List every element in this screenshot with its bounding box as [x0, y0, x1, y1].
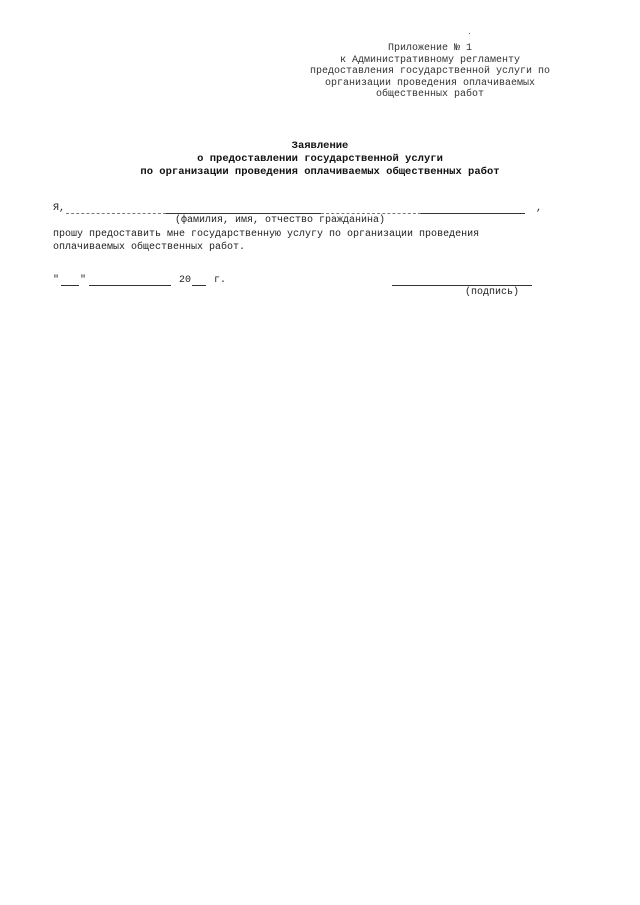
request-text-line-2: оплачиваемых общественных работ. [53, 242, 246, 253]
date-day-field[interactable] [61, 285, 79, 286]
signature-hint: (подпись) [465, 287, 520, 298]
applicant-name-field[interactable] [166, 213, 321, 214]
applicant-name-field-end[interactable] [421, 213, 525, 214]
title-service: по организации проведения оплачиваемых общественных работ [140, 166, 500, 178]
title-subject: о предоставлении государственной услуги [197, 153, 443, 165]
applicant-suffix: , [536, 203, 543, 214]
applicant-prefix: Я, [53, 203, 66, 214]
appendix-header [290, 43, 570, 101]
title-heading: Заявление [291, 140, 349, 152]
signature-field[interactable] [392, 285, 532, 286]
date-close-quote: " [80, 275, 87, 286]
appendix-number: Приложение № 1 [387, 43, 472, 54]
applicant-name-field-mid[interactable] [321, 213, 421, 214]
applicant-name-field-start[interactable] [66, 213, 166, 214]
request-text-line-1: прошу предоставить мне государственную услугу по организации проведения [53, 229, 480, 240]
date-year-prefix: 20 [179, 275, 192, 286]
document-title [90, 140, 550, 179]
appendix-regulation: к Административному регламенту [339, 54, 521, 66]
date-open-quote: " [53, 275, 60, 286]
applicant-name-hint: (фамилия, имя, отчество гражданина) [175, 215, 386, 226]
scan-speck [469, 33, 470, 34]
appendix-works: общественных работ [375, 89, 485, 101]
date-year-field[interactable] [192, 285, 206, 286]
appendix-service: предоставления государственной услуги по [309, 66, 551, 78]
appendix-organization: организации проведения оплачиваемых [324, 77, 536, 89]
date-month-field[interactable] [89, 285, 171, 286]
date-year-suffix: г. [214, 275, 227, 286]
